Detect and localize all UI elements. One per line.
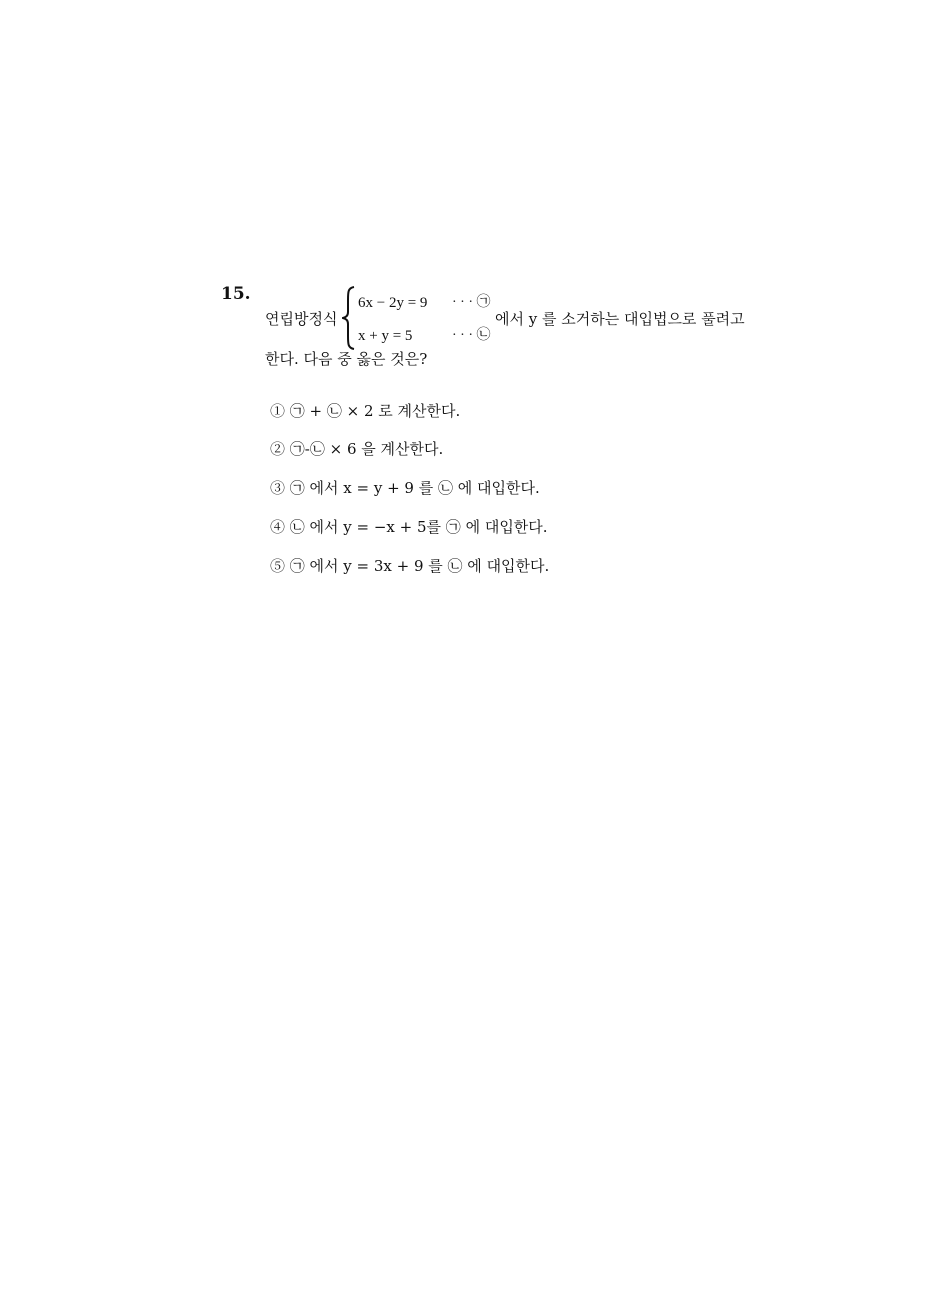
system-brace	[342, 286, 356, 350]
question-number: 15.	[221, 284, 251, 304]
equation-1-marker: · · · ㉠	[452, 295, 491, 310]
equation-1: 6x − 2y = 9	[358, 295, 428, 311]
choice-5[interactable]: ⑤ ㉠ 에서 y = 3x + 9 를 ㉡ 에 대입한다.	[270, 557, 550, 575]
question-stem-prefix: 연립방정식	[265, 310, 338, 328]
question-stem-line2: 한다. 다음 중 옳은 것은?	[265, 350, 428, 368]
choice-3[interactable]: ③ ㉠ 에서 x = y + 9 를 ㉡ 에 대입한다.	[270, 479, 540, 497]
choice-4[interactable]: ④ ㉡ 에서 y = −x + 5를 ㉠ 에 대입한다.	[270, 518, 548, 536]
equation-2: x + y = 5	[358, 328, 413, 344]
choice-1[interactable]: ① ㉠ + ㉡ × 2 로 계산한다.	[270, 402, 461, 420]
question-stem-suffix: 에서 y 를 소거하는 대입법으로 풀려고	[495, 310, 745, 328]
equation-2-marker: · · · ㉡	[452, 328, 491, 343]
choice-2[interactable]: ② ㉠-㉡ × 6 을 계산한다.	[270, 440, 444, 458]
